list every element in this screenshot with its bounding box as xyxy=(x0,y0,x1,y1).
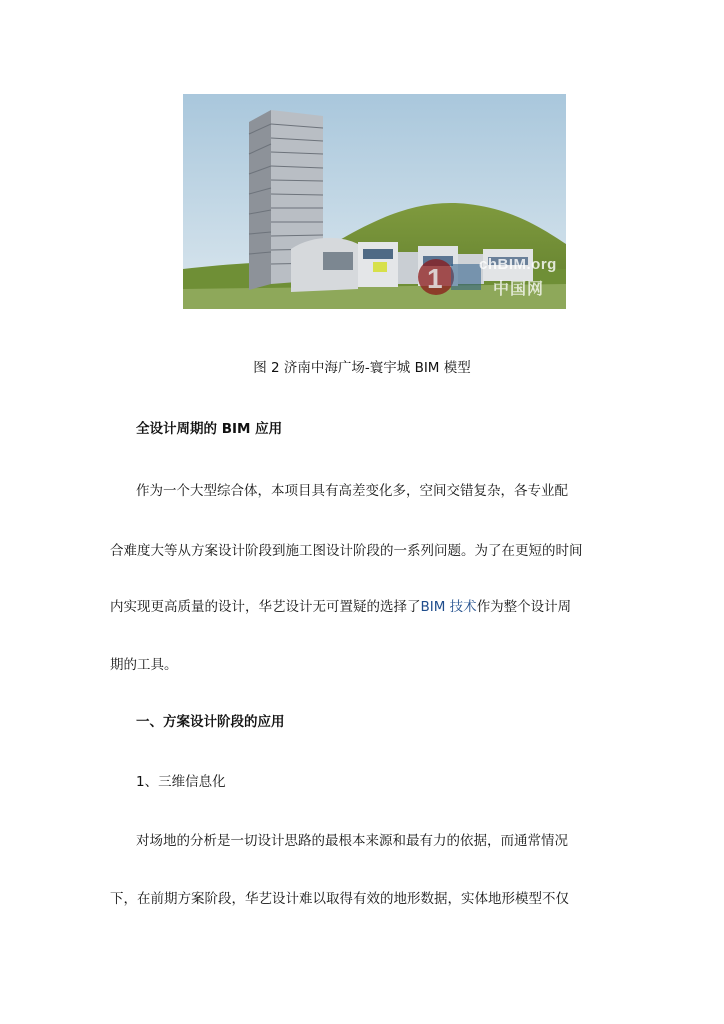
paragraph-line: 作为一个大型综合体，本项目具有高差变化多，空间交错复杂，各专业配 xyxy=(136,483,568,499)
paragraph-line: 对场地的分析是一切设计思路的最根本来源和最有力的依据，而通常情况 xyxy=(136,833,568,849)
watermark-site: chBIM.org xyxy=(479,256,557,273)
watermark xyxy=(419,254,561,302)
paragraph-line: 合难度大等从方案设计阶段到施工图设计阶段的一系列问题。为了在更短的时间 xyxy=(110,543,583,559)
paragraph-line xyxy=(110,595,571,615)
figure-caption: 图 2 济南中海广场-寰宇城 BIM 模型 xyxy=(253,360,471,376)
svg-text:1: 1 xyxy=(427,263,443,294)
watermark-cn: 中国网 xyxy=(493,279,545,298)
section-heading: 一、方案设计阶段的应用 xyxy=(136,714,285,730)
paragraph-text: 内实现更高质量的设计，华艺设计无可置疑的选择了 xyxy=(110,599,421,615)
paragraph-line: 下，在前期方案阶段，华艺设计难以取得有效的地形数据，实体地形模型不仅 xyxy=(110,891,569,907)
sub-heading: 1、三维信息化 xyxy=(136,774,226,790)
section-heading: 全设计周期的 BIM 应用 xyxy=(136,421,283,437)
bim-model-figure xyxy=(183,94,566,309)
paragraph-text: 作为整个设计周 xyxy=(476,599,572,615)
bim-tech-link[interactable]: BIM 技术 xyxy=(420,599,477,615)
paragraph-line: 期的工具。 xyxy=(110,657,178,673)
